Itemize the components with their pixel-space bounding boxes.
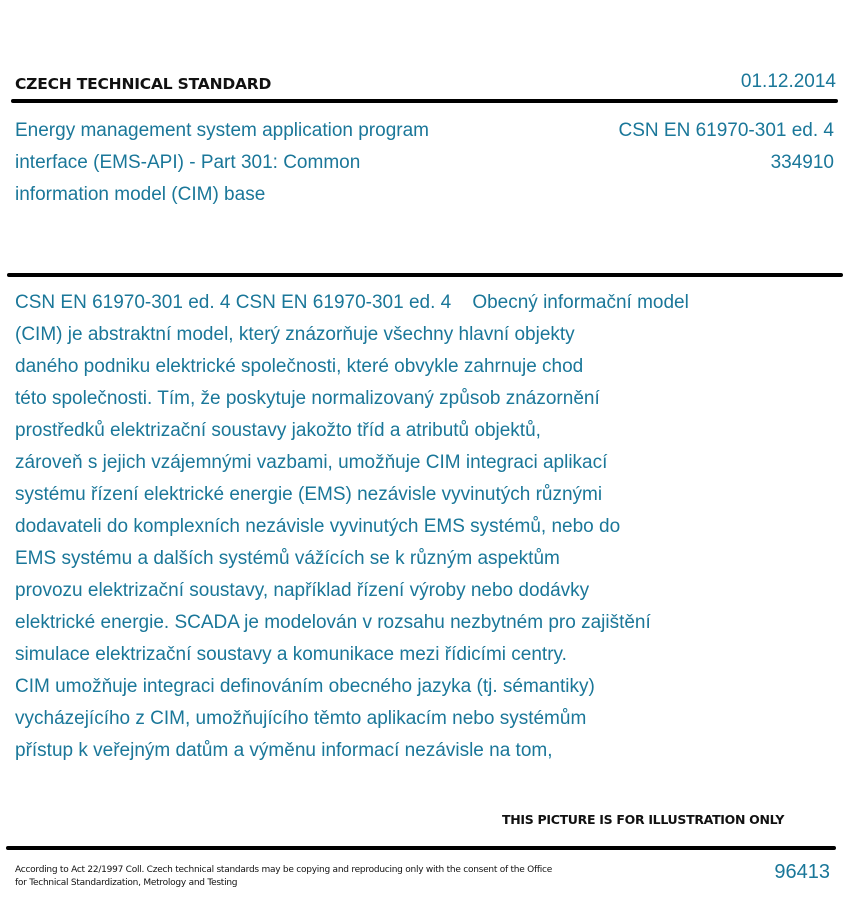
abstract-line: EMS systému a dalších systémů vážících se k různým aspektům — [15, 548, 560, 569]
footer-divider — [6, 846, 836, 850]
title-line: information model (CIM) base — [15, 184, 266, 205]
abstract-line: provozu elektrizační soustavy, například řízení výroby nebo dodávky — [15, 580, 590, 601]
abstract-line: CIM umožňuje integraci definováním obecného jazyka (tj. sémantiky) — [15, 676, 595, 697]
abstract-line: dodavateli do komplexních nezávisle vyvinutých EMS systémů, nebo do — [15, 516, 621, 537]
abstract-line: zároveň s jejich vzájemnými vazbami, umožňuje CIM integraci aplikací — [15, 452, 608, 473]
standard-meta — [619, 115, 834, 179]
abstract-line: (CIM) je abstraktní model, který znázorňuje všechny hlavní objekty — [15, 324, 575, 345]
abstract-text — [15, 287, 845, 767]
header-divider — [11, 99, 838, 103]
illustration-notice: THIS PICTURE IS FOR ILLUSTRATION ONLY — [502, 812, 785, 827]
document-type-label: CZECH TECHNICAL STANDARD — [15, 75, 272, 93]
standard-number: CSN EN 61970-301 ed. 4 — [618, 120, 834, 141]
title-divider — [7, 273, 843, 277]
abstract-line: prostředků elektrizační soustavy jakožto tříd a atributů objektů, — [15, 420, 541, 441]
standard-title — [15, 115, 515, 211]
legal-line: for Technical Standardization, Metrology and Testing — [15, 878, 238, 888]
abstract-line: vycházejícího z CIM, umožňujícího těmto aplikacím nebo systémům — [15, 708, 587, 729]
document-code: 96413 — [774, 861, 830, 883]
legal-notice — [15, 864, 575, 890]
abstract-line: CSN EN 61970-301 ed. 4 CSN EN 61970-301 ed. 4 Obecný informační model — [15, 292, 689, 313]
abstract-line: přístup k veřejným datům a výměnu informací nezávisle na tom, — [15, 740, 553, 761]
title-line: interface (EMS-API) - Part 301: Common — [15, 152, 361, 173]
abstract-line: této společnosti. Tím, že poskytuje normalizovaný způsob znázornění — [15, 388, 600, 409]
abstract-line: daného podniku elektrické společnosti, které obvykle zahrnuje chod — [15, 356, 584, 377]
abstract-line: systému řízení elektrické energie (EMS) nezávisle vyvinutých různými — [15, 484, 603, 505]
catalog-number: 334910 — [770, 152, 834, 173]
abstract-line: elektrické energie. SCADA je modelován v rozsahu nezbytném pro zajištění — [15, 612, 651, 633]
publication-date: 01.12.2014 — [740, 71, 836, 92]
abstract-line: simulace elektrizační soustavy a komunikace mezi řídicími centry. — [15, 644, 567, 665]
legal-line: According to Act 22/1997 Coll. Czech technical standards may be copying and reproducing only with the consent of the Office — [15, 865, 553, 875]
title-line: Energy management system application program — [15, 120, 429, 141]
